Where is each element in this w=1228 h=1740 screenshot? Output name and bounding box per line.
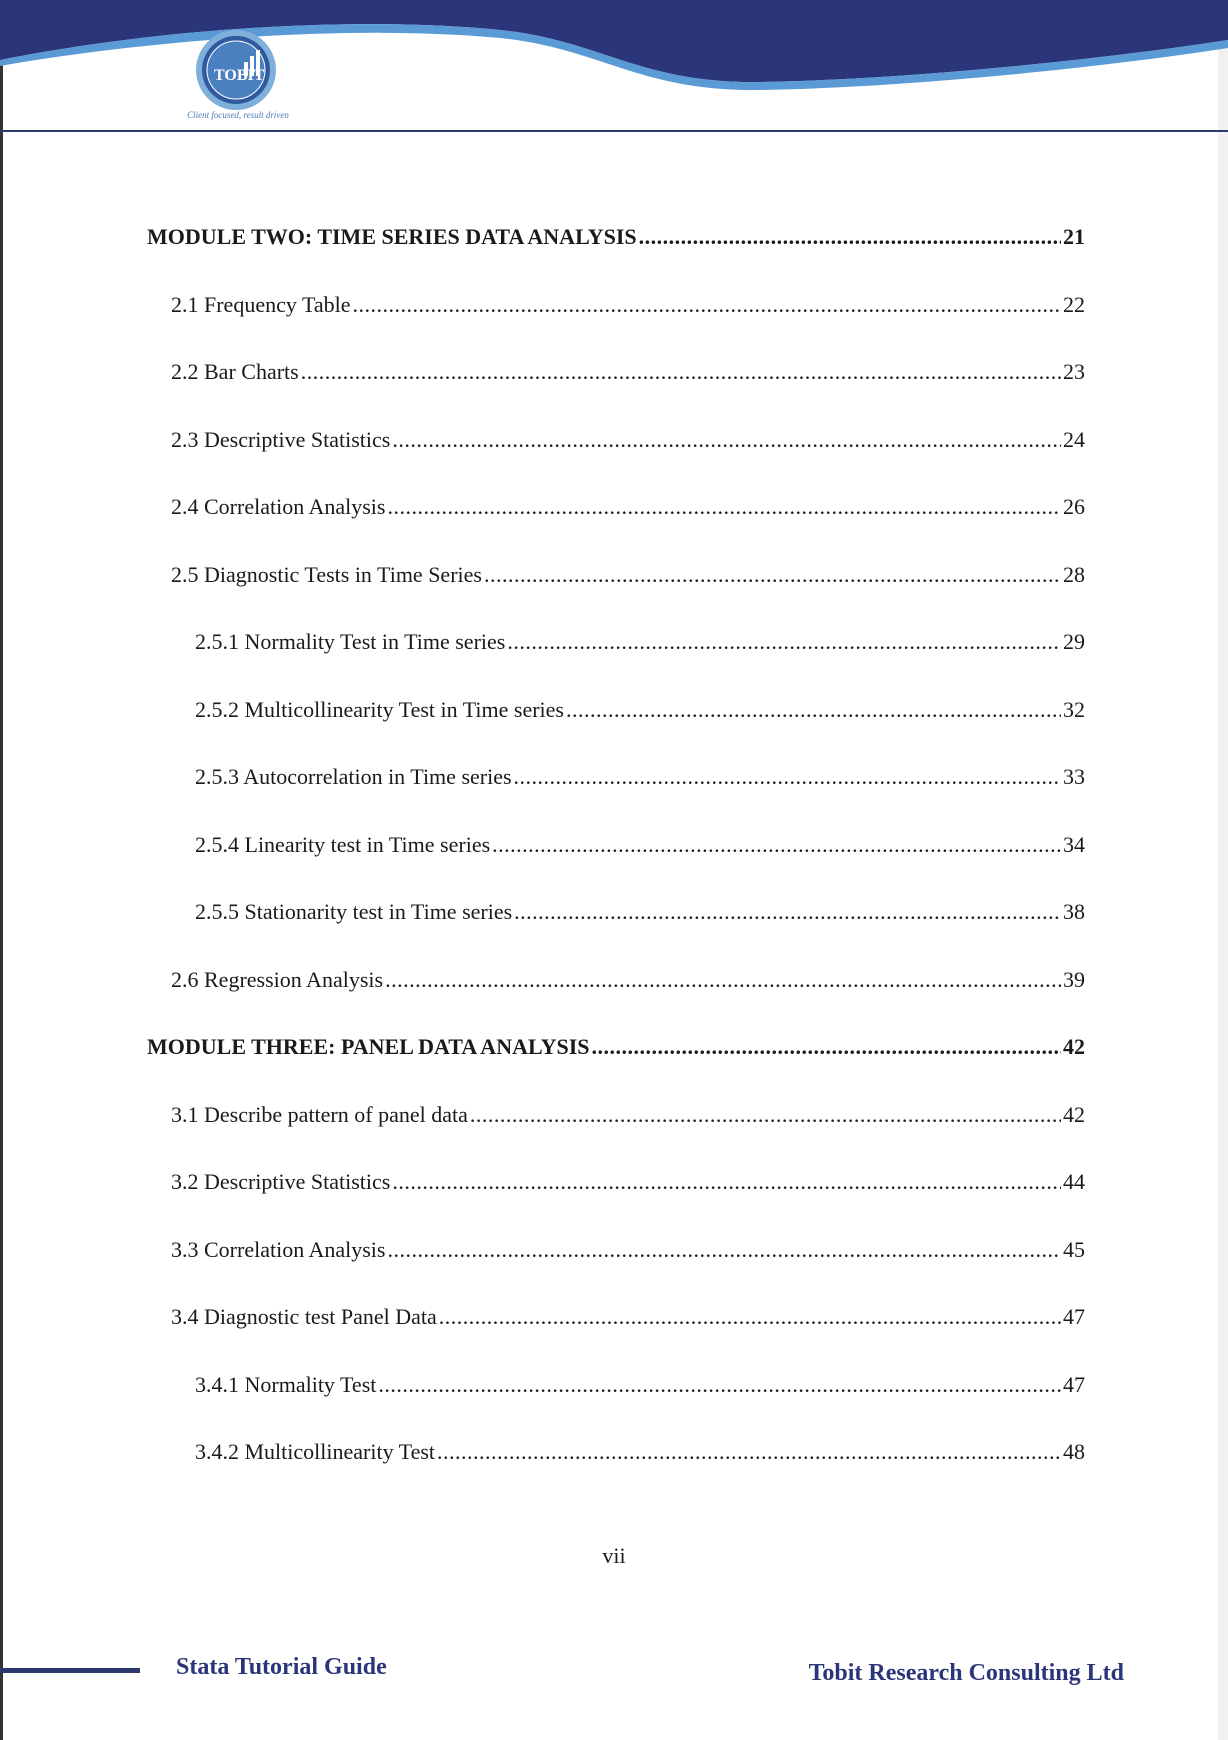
toc-entry-label: MODULE THREE: PANEL DATA ANALYSIS <box>147 1034 590 1059</box>
toc-dot-leader <box>514 762 1061 792</box>
toc-entry-page: 45 <box>1063 1237 1085 1262</box>
logo-text: TOBIT <box>214 67 265 84</box>
toc-entry-label: 3.2 Descriptive Statistics <box>171 1169 391 1194</box>
toc-entry-page: 24 <box>1063 427 1085 452</box>
toc-dot-leader <box>470 1100 1061 1130</box>
toc-dot-leader <box>437 1437 1061 1467</box>
page-right-shadow <box>1218 0 1228 1740</box>
toc-entry[interactable] <box>171 1302 1085 1332</box>
toc-entry[interactable] <box>195 627 1085 657</box>
page-number: vii <box>602 1543 626 1568</box>
toc-entry-label: 2.5.3 Autocorrelation in Time series <box>195 764 512 789</box>
footer-accent-bar <box>0 1668 140 1673</box>
toc-dot-leader <box>514 897 1061 927</box>
toc-dot-leader <box>301 357 1061 387</box>
toc-entry[interactable] <box>171 492 1085 522</box>
toc-dot-leader <box>639 222 1061 252</box>
footer-guide-title: Stata Tutorial Guide <box>176 1654 387 1680</box>
toc-entry-page: 28 <box>1063 562 1085 587</box>
toc-entry-label: 2.5.4 Linearity test in Time series <box>195 832 491 857</box>
toc-entry-label: 2.4 Correlation Analysis <box>171 494 386 519</box>
toc-entry[interactable] <box>171 1100 1085 1130</box>
toc-entry-label: 2.1 Frequency Table <box>171 292 351 317</box>
toc-entry[interactable] <box>171 560 1085 590</box>
footer-company-name: Tobit Research Consulting Ltd <box>808 1660 1124 1686</box>
toc-entry[interactable] <box>195 762 1085 792</box>
toc-entry-page: 32 <box>1063 697 1085 722</box>
toc-entry-page: 47 <box>1063 1304 1085 1329</box>
toc-entry[interactable] <box>171 425 1085 455</box>
toc-entry-page: 22 <box>1063 292 1085 317</box>
toc-entry-page: 21 <box>1063 224 1085 249</box>
toc-dot-leader <box>392 425 1061 455</box>
toc-entry-page: 33 <box>1063 764 1085 789</box>
toc-entry[interactable] <box>171 357 1085 387</box>
toc-dot-leader <box>387 492 1061 522</box>
toc-entry-label: 3.4.2 Multicollinearity Test <box>195 1439 436 1464</box>
toc-entry-page: 48 <box>1063 1439 1085 1464</box>
toc-entry-label: 3.4.1 Normality Test <box>195 1372 377 1397</box>
toc-entry-page: 23 <box>1063 359 1085 384</box>
toc-module-heading[interactable] <box>147 1032 1085 1062</box>
toc-entry-page: 42 <box>1063 1034 1085 1059</box>
toc-entry-label: 2.5.2 Multicollinearity Test in Time series <box>195 697 564 722</box>
toc-entry[interactable] <box>171 1235 1085 1265</box>
toc-dot-leader <box>592 1032 1061 1062</box>
toc-dot-leader <box>387 1235 1061 1265</box>
toc-dot-leader <box>392 1167 1061 1197</box>
toc-entry-page: 44 <box>1063 1169 1085 1194</box>
toc-dot-leader <box>353 290 1061 320</box>
toc-entry-label: 2.3 Descriptive Statistics <box>171 427 391 452</box>
toc-entry-page: 42 <box>1063 1102 1085 1127</box>
toc-entry-page: 34 <box>1063 832 1085 857</box>
toc-entry-label: 2.5.5 Stationarity test in Time series <box>195 899 513 924</box>
toc-entry-label: 3.3 Correlation Analysis <box>171 1237 386 1262</box>
header-rule <box>0 130 1228 132</box>
toc-entry-page: 29 <box>1063 629 1085 654</box>
toc-entry-label: 2.2 Bar Charts <box>171 359 299 384</box>
toc-entry[interactable] <box>195 897 1085 927</box>
toc-entry-label: 2.6 Regression Analysis <box>171 967 384 992</box>
page-left-border <box>0 0 3 1740</box>
toc-dot-leader <box>492 830 1061 860</box>
toc-module-heading[interactable] <box>147 222 1085 252</box>
logo-tagline: Client focused, result driven <box>187 110 289 120</box>
toc-entry[interactable] <box>171 1167 1085 1197</box>
toc-entry-label: 3.1 Describe pattern of panel data <box>171 1102 468 1127</box>
toc-entry-page: 47 <box>1063 1372 1085 1397</box>
toc-dot-leader <box>378 1370 1061 1400</box>
toc-entry[interactable] <box>171 965 1085 995</box>
toc-dot-leader <box>507 627 1061 657</box>
toc-entry-label: 3.4 Diagnostic test Panel Data <box>171 1304 437 1329</box>
toc-entry[interactable] <box>195 1370 1085 1400</box>
toc-entry-page: 39 <box>1063 967 1085 992</box>
toc-dot-leader <box>484 560 1061 590</box>
toc-dot-leader <box>385 965 1061 995</box>
toc-entry[interactable] <box>171 290 1085 320</box>
toc-entry-label: 2.5.1 Normality Test in Time series <box>195 629 506 654</box>
toc-entry-label: MODULE TWO: TIME SERIES DATA ANALYSIS <box>147 224 637 249</box>
toc-entry[interactable] <box>195 695 1085 725</box>
toc-entry[interactable] <box>195 1437 1085 1467</box>
toc-entry-label: 2.5 Diagnostic Tests in Time Series <box>171 562 482 587</box>
toc-entry-page: 26 <box>1063 494 1085 519</box>
toc-entry-page: 38 <box>1063 899 1085 924</box>
toc-dot-leader <box>566 695 1061 725</box>
toc-dot-leader <box>439 1302 1061 1332</box>
toc-entry[interactable] <box>195 830 1085 860</box>
